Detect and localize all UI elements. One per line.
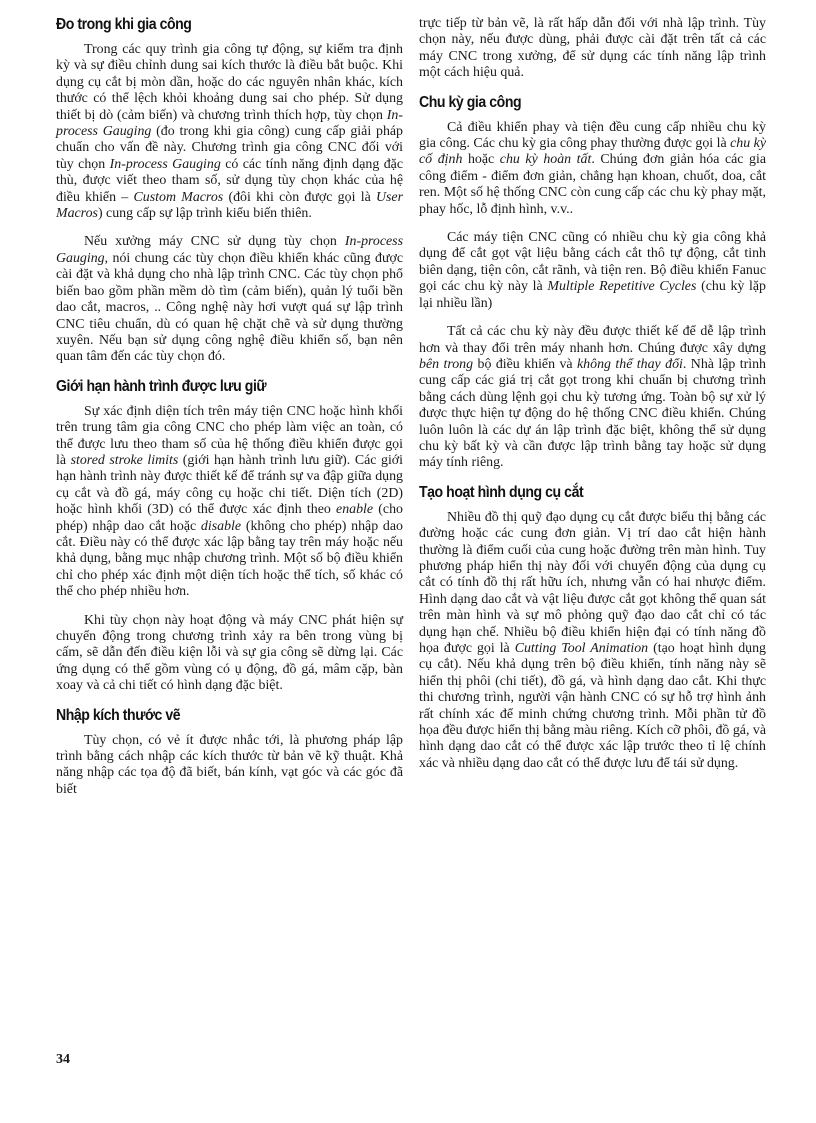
heading-in-process-gauging: Đo trong khi gia công	[56, 16, 192, 33]
paragraph-machining-cycles-3: Tất cả các chu kỳ này đều được thiết kế để dễ lập trình hơn và thay đổi trên máy nhanh hơn. Chúng được xây dựng bên trong bộ điều khiển và không thể thay đổi. Nhà lập trình cung cấp các giá trị cắt gọt trong khi chuẩn bị chương trình bằng cách dùng lệnh gọi chu kỳ tương ứng. Toàn bộ sự xử lý được thực hiện tự động do hệ thống CNC điều khiển. Chúng luôn luôn là các dự án lập trình đặc biệt, không thể sử dụng chu kỳ bất kỳ và cần được lập trình bằng tay hoặc sử dụng máy tính riêng.	[419, 324, 766, 471]
paragraph-stored-stroke-limits-2: Khi tùy chọn này hoạt động và máy CNC phát hiện sự chuyển động trong chương trình xảy ra bên trong vùng bị cấm, sẽ dẫn đến điều kiện lỗi và sự gia công sẽ dừng lại. Các ứng dụng có thể gồm vùng có ụ động, đồ gá, mâm cặp, bàn xoay và cả chi tiết có hình dạng đặc biệt.	[56, 612, 403, 694]
page-number: 34	[56, 1052, 70, 1067]
paragraph-machining-cycles-2: Các máy tiện CNC cũng có nhiều chu kỳ gia công khả dụng để cắt gọt vật liệu bằng cách cắt thô tự động, cắt tinh biên dạng, tiện côn, cắt rãnh, và tiện ren. Bộ điều khiển Fanuc gọi các chu kỳ này là Multiple Repetitive Cycles (chu kỳ lặp lại nhiều lần)	[419, 230, 766, 311]
paragraph-stored-stroke-limits-1: Sự xác định diện tích trên máy tiện CNC hoặc hình khối trên trung tâm gia công CNC cho phép làm việc an toàn, có thể được lưu theo tham số của hệ thống điều khiển được gọi là stored stroke limits (giới hạn hành trình lưu giữ). Các giới hạn hành trình này được thiết kế để tránh sự va đập giữa dụng cụ cắt và đồ gá, máy công cụ hoặc chi tiết. Diện tích (2D) hoặc hình khối (3D) có thể được xác định theo enable (cho phép) nhập dao cắt hoặc disable (không cho phép) nhập dao cắt. Điều này có thể được xác lập bằng tay trên máy hoặc nếu khả dụng, bằng mục nhập chương trình. Một số bộ điều khiển chỉ cho phép xác định một diện tích hoặc thể tích, số khác có thể cho phép nhiều hơn.	[56, 403, 404, 600]
heading-stored-stroke-limits: Giới hạn hành trình được lưu giữ	[56, 377, 267, 395]
paragraph-machining-cycles-1: Cả điều khiển phay và tiện đều cung cấp nhiều chu kỳ gia công. Các chu kỳ gia công phay thường được gọi là chu kỳ cố định hoặc chu kỳ hoàn tất. Chúng đơn giản hóa các gia công điểm - điểm đơn giản, chẳng hạn khoan, chuốt, doa, cắt ren. Một số hệ thống CNC còn cung cấp các chu kỳ phay mặt, phay hốc, lỗ định hình, v.v..	[419, 119, 767, 217]
paragraph-in-process-gauging-2: Nếu xưởng máy CNC sử dụng tùy chọn In-process Gauging, nói chung các tùy chọn điều khiển khác cũng được cài đặt và khả dụng cho nhà lập trình CNC. Các tùy chọn phổ biến bao gồm phần mềm dò tìm (cảm biến), quản lý tuổi bền dao cắt, macros, .. Công nghệ này hơi vượt quá sự lập trình CNC tiêu chuẩn, dù có quan hệ chặt chẽ và sử dụng thường xuyên. Nếu bạn sử dụng công nghệ điều khiển số, bạn nên quan tâm đến các tùy chọn đó.	[56, 234, 403, 365]
paragraph-drawing-dimensions-continued: trực tiếp từ bản vẽ, là rất hấp dẫn đối với nhà lập trình. Tùy chọn này, nếu được dùng, phải được cài đặt trên tất cả các máy CNC trong xưởng, để sử dụng các tính năng lập trình một cách hiệu quả.	[419, 16, 766, 81]
heading-machining-cycles: Chu kỳ gia công	[419, 93, 522, 111]
heading-cutting-tool-animation: Tạo hoạt hình dụng cụ cắt	[419, 483, 584, 501]
right-column	[419, 16, 766, 778]
heading-drawing-dimensions-input: Nhập kích thước vẽ	[56, 706, 181, 724]
paragraph-in-process-gauging-1: Trong các quy trình gia công tự động, sự kiểm tra định kỳ và sự điều chỉnh dung sai kích thước là điều bắt buộc. Khi dụng cụ cắt bị mòn dần, hoặc do các nguyên nhân khác, kích thước có thể lệch khỏi khoảng dung sai cho phép. Sử dụng thiết bị dò (cảm biến) và chương trình thích hợp, tùy chọn In-process Gauging (đo trong khi gia công) cung cấp giải pháp chuẩn cho vấn đề này. Chương trình gia công CNC đối với tùy chọn In-process Gauging có các tính năng định dạng đặc thù, được viết theo tham số, sử dụng tùy chọn khác của hệ điều khiển – Custom Macros (đôi khi còn được gọi là User Macros) cung cấp sự lập trình kiểu biến thiên.	[56, 42, 404, 222]
paragraph-drawing-dimensions-input: Tùy chọn, có vẻ ít được nhắc tới, là phương pháp lập trình bằng cách nhập các kích thước từ bản vẽ kỹ thuật. Khả năng nhập các tọa độ đã biết, bán kính, vạt góc và các góc đã biết	[56, 732, 403, 797]
paragraph-cutting-tool-animation: Nhiều đồ thị quỹ đạo dụng cụ cắt được biểu thị bằng các đường hoặc các cung đơn giản. Vị trí dao cắt hiện hành thường là điểm cuối của cung hoặc đường trên màn hình. Tuy phương pháp hiển thị này đối với chuyển động của dụng cụ cắt có tính đồ thị rất hữu ích, nhưng vẫn có hai nhược điểm. Hình dạng dao cắt và vật liệu được cắt gọt không thể quan sát trên màn hình và sự mô phỏng quỹ đạo dao cắt chỉ có tác dụng hạn chế. Nhiều bộ điều khiển hiện đại có tính năng đồ họa được gọi là Cutting Tool Animation (tạo hoạt hình dụng cụ cắt). Nếu khả dụng trên bộ điều khiển, tính năng này sẽ hiển thị phôi (chi tiết), đồ gá, và hình dạng dao cắt. Khi thực thi chương trình, người vận hành CNC có sự hỗ trợ hình ảnh rất chính xác để minh chứng chương trình. Mỗi phần tử đồ họa đều được hiển thị bằng màu riêng. Kích cỡ phôi, đồ gá, và hình dạng dao cắt có thể được xác lập trước theo tỉ lệ chính xác và nhiều dạng dao cắt có thể được lưu để tái sử dụng.	[419, 509, 767, 771]
left-column	[56, 16, 403, 804]
